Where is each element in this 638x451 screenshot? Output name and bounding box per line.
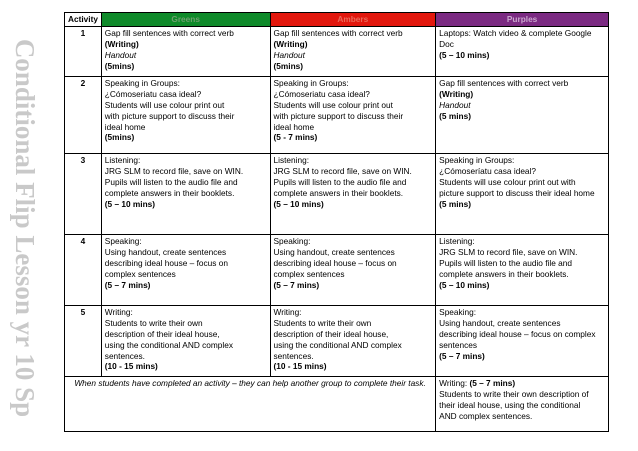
- ambers-line: Students will use colour print out: [273, 99, 393, 110]
- greens-cell: [101, 305, 270, 376]
- footer-purples-line: Students to write their own description of: [439, 388, 589, 399]
- header-ambers: Ambers: [270, 13, 436, 27]
- activity-number: 5: [65, 305, 102, 376]
- activity-number: 2: [65, 76, 102, 153]
- greens-line: with picture support to discuss their: [104, 110, 235, 121]
- purples-cell: [436, 305, 609, 376]
- greens-line: complete answers in their booklets.: [104, 187, 235, 198]
- greens-line: (5 – 10 mins): [104, 198, 156, 209]
- purples-line: Using handout, create sentences: [439, 317, 561, 328]
- purples-cell: [436, 153, 609, 234]
- ambers-line: sentences.: [273, 350, 314, 361]
- ambers-line: Writing:: [273, 306, 302, 317]
- greens-line: description of their ideal house,: [104, 328, 220, 339]
- footer-purples-line: their ideal house, using the conditional: [439, 399, 581, 410]
- footer-row: [65, 376, 609, 431]
- greens-line: ¿Cómoseriatu casa ideal?: [104, 88, 202, 99]
- purples-line: Gap fill sentences with correct verb: [439, 77, 569, 88]
- purples-line: (5 – 10 mins): [439, 49, 490, 60]
- ambers-line: Using handout, create sentences: [273, 246, 395, 257]
- activity-number: 1: [65, 26, 102, 76]
- purples-line: Speaking in Groups:: [439, 154, 515, 165]
- greens-cell: [101, 234, 270, 305]
- ambers-line: Speaking in Groups:: [273, 77, 349, 88]
- ambers-line: (5 – 10 mins): [273, 198, 324, 209]
- purples-line: picture support to discuss their ideal home: [439, 187, 595, 198]
- ambers-line: (5 - 7 mins): [273, 132, 318, 143]
- greens-line: Speaking:: [104, 235, 142, 246]
- purples-line: (5 mins): [439, 198, 471, 209]
- greens-line: JRG SLM to record file, save on WIN.: [104, 165, 244, 176]
- greens-line: (10 - 15 mins): [104, 361, 158, 372]
- ambers-line: Pupils will listen to the audio file and: [273, 176, 407, 187]
- purples-line: Listening:: [439, 235, 475, 246]
- footer-note: When students have completed an activity – they can help another group to complete their task.: [65, 376, 436, 431]
- purples-line: (5 mins): [439, 110, 471, 121]
- ambers-cell: [270, 76, 436, 153]
- purples-cell: [436, 76, 609, 153]
- activity-table: [64, 12, 609, 432]
- purples-line: Speaking:: [439, 306, 477, 317]
- greens-line: Students will use colour print out: [104, 99, 225, 110]
- ambers-line: Gap fill sentences with correct verb: [273, 27, 403, 38]
- purples-line: ¿Cómoseríatu casa ideal?: [439, 165, 537, 176]
- ambers-line: Listening:: [273, 154, 310, 165]
- purples-line: (Writing): [439, 88, 474, 99]
- greens-line: ideal home: [104, 121, 146, 132]
- greens-line: Handout: [104, 49, 137, 60]
- table-row: [65, 305, 609, 376]
- purples-line: Pupils will listen to the audio file and: [439, 257, 572, 268]
- greens-line: Writing:: [104, 306, 133, 317]
- greens-line: (Writing): [104, 38, 139, 49]
- ambers-line: (5 – 7 mins): [273, 279, 320, 290]
- greens-line: complex sentences: [104, 268, 176, 279]
- greens-cell: [101, 153, 270, 234]
- purples-line: describing ideal house – focus on complex: [439, 328, 596, 339]
- ambers-line: description of their ideal house,: [273, 328, 389, 339]
- ambers-line: (Writing): [273, 38, 308, 49]
- ambers-line: with picture support to discuss their: [273, 110, 404, 121]
- ambers-line: JRG SLM to record file, save on WIN.: [273, 165, 412, 176]
- footer-purples-time: (5 – 7 mins): [469, 377, 516, 388]
- greens-line: Using handout, create sentences: [104, 246, 227, 257]
- purples-line: Handout: [439, 99, 471, 110]
- ambers-line: complete answers in their booklets.: [273, 187, 404, 198]
- header-greens: Greens: [101, 13, 270, 27]
- activity-number: 4: [65, 234, 102, 305]
- ambers-cell: [270, 234, 436, 305]
- greens-line: sentences.: [104, 350, 145, 361]
- purples-line: JRG SLM to record file, save on WIN.: [439, 246, 578, 257]
- ambers-line: ¿Cómoseriatu casa ideal?: [273, 88, 370, 99]
- side-title: Conditional Flip Lesson yr 10 Sp: [10, 38, 40, 418]
- greens-line: (5 – 7 mins): [104, 279, 151, 290]
- ambers-line: using the conditional AND complex: [273, 339, 402, 350]
- table-row: [65, 76, 609, 153]
- table-row: [65, 153, 609, 234]
- footer-purples-label: Writing:: [439, 377, 470, 388]
- ambers-line: Handout: [273, 49, 305, 60]
- greens-cell: [101, 76, 270, 153]
- header-activity: Activity: [65, 13, 102, 27]
- greens-line: (5mins): [104, 60, 135, 71]
- ambers-line: complex sentences: [273, 268, 345, 279]
- ambers-cell: [270, 26, 436, 76]
- footer-purples-line: AND complex sentences.: [439, 410, 533, 421]
- greens-line: (5mins): [104, 132, 135, 143]
- table-row: [65, 26, 609, 76]
- greens-line: Students to write their own: [104, 317, 203, 328]
- ambers-line: Students to write their own: [273, 317, 372, 328]
- header-purples: Purples: [436, 13, 609, 27]
- footer-purples-cell: [436, 376, 609, 431]
- header-row: [65, 13, 609, 27]
- greens-line: Pupils will listen to the audio file and: [104, 176, 238, 187]
- purples-line: (5 – 7 mins): [439, 350, 485, 361]
- ambers-line: (5mins): [273, 60, 304, 71]
- purples-line: (5 – 10 mins): [439, 279, 490, 290]
- ambers-line: ideal home: [273, 121, 315, 132]
- greens-cell: [101, 26, 270, 76]
- ambers-line: describing ideal house – focus on: [273, 257, 397, 268]
- purples-line: Students will use colour print out with: [439, 176, 576, 187]
- greens-line: Gap fill sentences with correct verb: [104, 27, 234, 38]
- purples-line: complete answers in their booklets.: [439, 268, 569, 279]
- purples-cell: [436, 234, 609, 305]
- ambers-line: Speaking:: [273, 235, 311, 246]
- activity-number: 3: [65, 153, 102, 234]
- purples-line: Doc: [439, 38, 454, 49]
- ambers-cell: [270, 153, 436, 234]
- greens-line: Speaking in Groups:: [104, 77, 180, 88]
- ambers-cell: [270, 305, 436, 376]
- greens-line: Listening:: [104, 154, 141, 165]
- greens-line: using the conditional AND complex: [104, 339, 234, 350]
- ambers-line: (10 - 15 mins): [273, 361, 327, 372]
- purples-cell: [436, 26, 609, 76]
- purples-line: sentences: [439, 339, 477, 350]
- purples-line: Laptops: Watch video & complete Google: [439, 27, 592, 38]
- table-row: [65, 234, 609, 305]
- greens-line: describing ideal house – focus on: [104, 257, 228, 268]
